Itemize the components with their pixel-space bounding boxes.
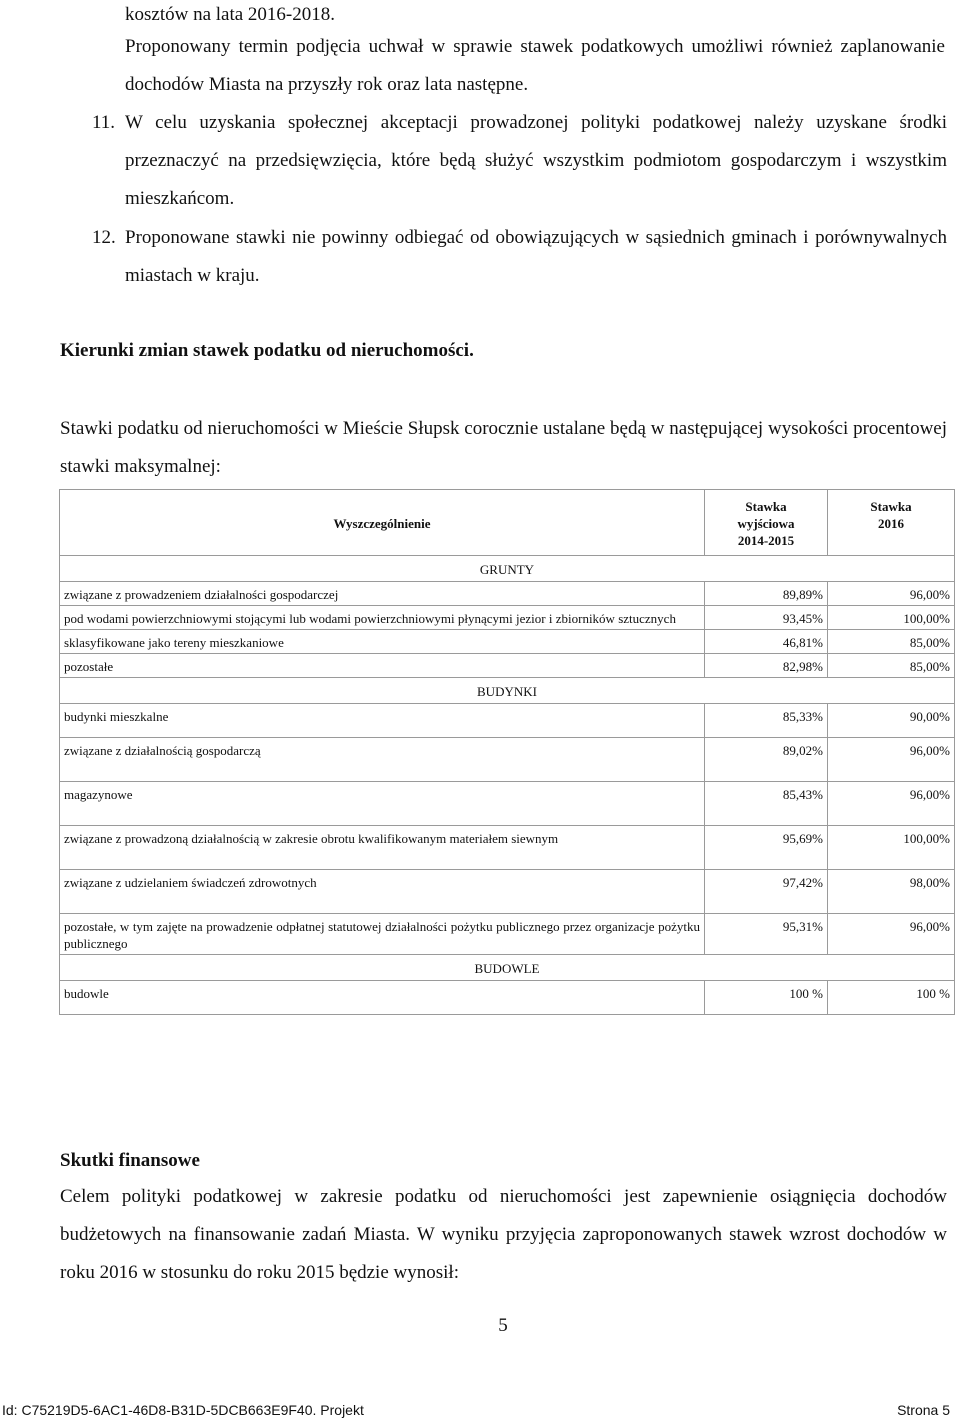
item-12-text: Proponowane stawki nie powinny odbiegać od obowiązujących w sąsiednich gminach i porównywalnych miastach w kraju.: [125, 227, 947, 286]
row-rate-2016: 85,00%: [828, 630, 955, 654]
table-row: [60, 654, 955, 678]
row-label: budynki mieszkalne: [60, 704, 705, 738]
row-rate-2016: 100,00%: [828, 826, 955, 870]
row-label: pozostałe: [60, 654, 705, 678]
row-rate-2016: 100,00%: [828, 606, 955, 630]
table-section-title: GRUNTY: [60, 556, 955, 582]
table-row: [60, 704, 955, 738]
row-rate-2016: 96,00%: [828, 582, 955, 606]
intro-line-top: kosztów na lata 2016-2018.: [125, 4, 336, 25]
table-row: [60, 870, 955, 914]
row-label: pod wodami powierzchniowymi stojącymi lub wodami powierzchniowymi płynącymi jezior i zbiorników sztucznych: [60, 606, 705, 630]
row-label: związane z prowadzoną działalnością w zakresie obrotu kwalifikowanym materiałem siewnym: [60, 826, 705, 870]
row-label: związane z udzielaniem świadczeń zdrowotnych: [60, 870, 705, 914]
row-base-rate: 95,31%: [705, 914, 828, 955]
table-row: [60, 582, 955, 606]
header-description: Wyszczególnienie: [60, 490, 705, 556]
table-header-row: [60, 490, 955, 556]
table-row: [60, 914, 955, 955]
row-base-rate: 100 %: [705, 981, 828, 1015]
table-section-row: [60, 556, 955, 582]
row-label: pozostałe, w tym zajęte na prowadzenie odpłatnej statutowej działalności pożytku publicznego przez organizacje pożytku publicznego: [60, 914, 705, 955]
footer-page-label: Strona 5: [897, 1402, 950, 1418]
row-base-rate: 85,43%: [705, 782, 828, 826]
row-label: sklasyfikowane jako tereny mieszkaniowe: [60, 630, 705, 654]
table-section-title: BUDOWLE: [60, 955, 955, 981]
row-label: związane z działalnością gospodarczą: [60, 738, 705, 782]
row-rate-2016: 85,00%: [828, 654, 955, 678]
row-base-rate: 85,33%: [705, 704, 828, 738]
footer-document-id: Id: C75219D5-6AC1-46D8-B31D-5DCB663E9F40. Projekt: [2, 1402, 364, 1418]
header-rate-2016-text: Stawka 2016: [870, 499, 912, 531]
item-11-text: W celu uzyskania społecznej akceptacji prowadzonej polityki podatkowej należy uzyskane środki przeznaczyć na przedsięwzięcia, które będą służyć wszystkim podmiotom gospodarczym i wszystkim mieszkańcom.: [125, 112, 947, 209]
tax-rates-table: [59, 489, 955, 1015]
page-number: 5: [498, 1315, 508, 1336]
table-section-title: BUDYNKI: [60, 678, 955, 704]
section-heading-rates: Kierunki zmian stawek podatku od nieruchomości.: [60, 340, 474, 361]
row-base-rate: 93,45%: [705, 606, 828, 630]
row-label: budowle: [60, 981, 705, 1015]
header-base-rate: [705, 490, 828, 556]
row-label: magazynowe: [60, 782, 705, 826]
table-section-row: [60, 955, 955, 981]
intro-paragraph: Proponowany termin podjęcia uchwał w sprawie stawek podatkowych umożliwi również zaplanowanie dochodów Miasta na przyszły rok oraz lata następne.: [125, 36, 945, 95]
table-row: [60, 630, 955, 654]
row-rate-2016: 96,00%: [828, 738, 955, 782]
item-11-number: 11.: [92, 112, 116, 133]
table-row: [60, 606, 955, 630]
row-base-rate: 89,89%: [705, 582, 828, 606]
section-heading-financial: Skutki finansowe: [60, 1150, 200, 1171]
row-label: związane z prowadzeniem działalności gospodarczej: [60, 582, 705, 606]
table-row: [60, 782, 955, 826]
row-base-rate: 89,02%: [705, 738, 828, 782]
table-section-row: [60, 678, 955, 704]
table-row: [60, 826, 955, 870]
table-row: [60, 738, 955, 782]
table-row: [60, 981, 955, 1015]
row-rate-2016: 96,00%: [828, 914, 955, 955]
item-12-number: 12.: [92, 227, 116, 248]
row-rate-2016: 98,00%: [828, 870, 955, 914]
row-rate-2016: 90,00%: [828, 704, 955, 738]
row-rate-2016: 96,00%: [828, 782, 955, 826]
row-base-rate: 97,42%: [705, 870, 828, 914]
rates-intro-paragraph: Stawki podatku od nieruchomości w Mieście Słupsk corocznie ustalane będą w następującej wysokości procentowej stawki maksymalnej:: [60, 418, 947, 477]
row-base-rate: 46,81%: [705, 630, 828, 654]
header-base-rate-text: Stawka wyjściowa 2014-2015: [737, 499, 795, 548]
header-rate-2016: [828, 490, 955, 556]
financial-paragraph: Celem polityki podatkowej w zakresie podatku od nieruchomości jest zapewnienie osiągnięcia dochodów budżetowych na finansowanie zadań Miasta. W wyniku przyjęcia zaproponowanych stawek wzrost dochodów w roku 2016 w stosunku do roku 2015 będzie wynosił:: [60, 1186, 947, 1283]
table-body: [60, 556, 955, 1015]
row-base-rate: 95,69%: [705, 826, 828, 870]
row-rate-2016: 100 %: [828, 981, 955, 1015]
row-base-rate: 82,98%: [705, 654, 828, 678]
